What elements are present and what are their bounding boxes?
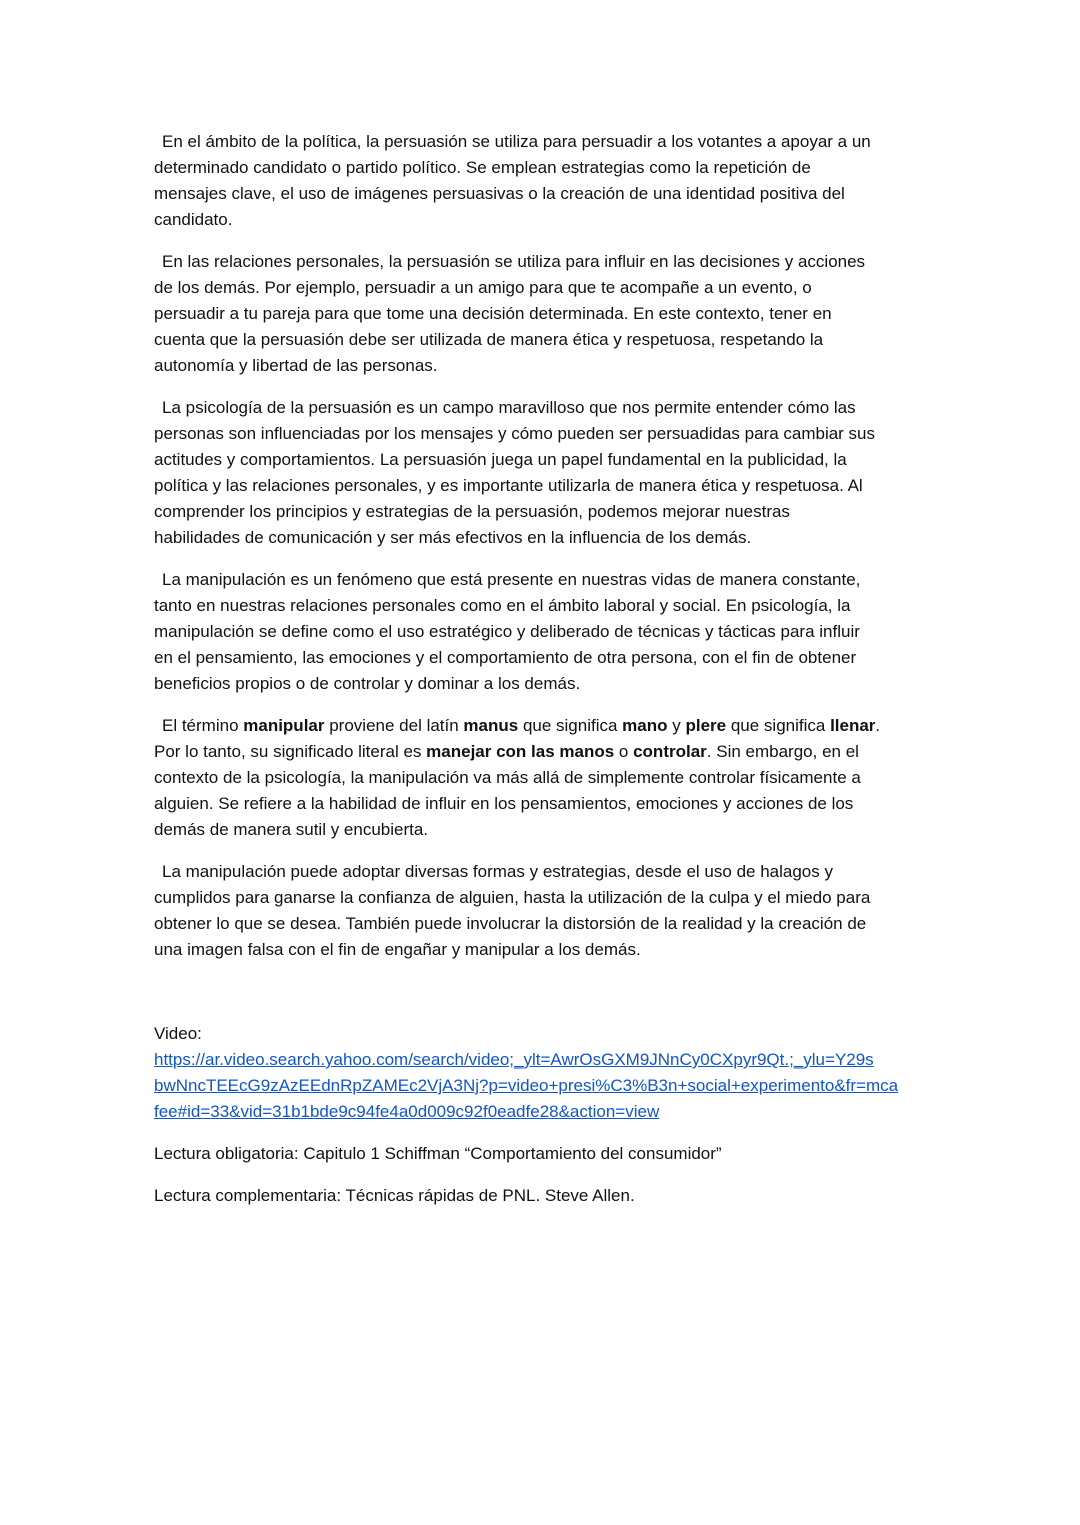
paragraph bbox=[154, 395, 934, 551]
text-line bbox=[154, 473, 934, 499]
text-line bbox=[154, 421, 934, 447]
text-run: en el pensamiento, las emociones y el comportamiento de otra persona, con el fin de obtener bbox=[154, 648, 857, 667]
text-run: La psicología de la persuasión es un campo maravilloso que nos permite entender cómo las bbox=[162, 398, 856, 417]
bold-term: manipular bbox=[243, 716, 325, 735]
text-line bbox=[154, 327, 934, 353]
text-line bbox=[154, 447, 934, 473]
text-run: obtener lo que se desea. También puede involucrar la distorsión de la realidad y la creación de bbox=[154, 914, 867, 933]
text-line bbox=[154, 937, 934, 963]
bold-term: llenar bbox=[830, 716, 876, 735]
document-body bbox=[154, 129, 934, 1225]
text-line bbox=[154, 911, 934, 937]
text-run: proviene del latín bbox=[324, 716, 464, 735]
text-run: actitudes y comportamientos. La persuasión juega un papel fundamental en la publicidad, la bbox=[154, 450, 847, 469]
text-run: política y las relaciones personales, y es importante utilizarla de manera ética y respetuosa. Al bbox=[154, 476, 863, 495]
text-run: Por lo tanto, su significado literal es bbox=[154, 742, 427, 761]
bold-term: manus bbox=[463, 716, 519, 735]
bold-term: controlar bbox=[633, 742, 707, 761]
text-run: La manipulación es un fenómeno que está presente en nuestras vidas de manera constante, bbox=[162, 570, 861, 589]
text-run: mensajes clave, el uso de imágenes persuasivas o la creación de una identidad positiva del bbox=[154, 184, 845, 203]
text-run: En las relaciones personales, la persuasión se utiliza para influir en las decisiones y acciones bbox=[162, 252, 866, 271]
text-line bbox=[154, 499, 934, 525]
text-line bbox=[154, 207, 934, 233]
text-line bbox=[154, 275, 934, 301]
text-line bbox=[154, 181, 934, 207]
video-link-line-2[interactable]: bwNncTEEcG9zAzEEdnRpZAMEc2VjA3Nj?p=video+presi%C3%B3n+social+experimento&fr=mca bbox=[154, 1076, 899, 1095]
text-run: comprender los principios y estrategias de la persuasión, podemos mejorar nuestras bbox=[154, 502, 790, 521]
paragraph bbox=[154, 567, 934, 697]
text-line bbox=[154, 671, 934, 697]
text-run: cumplidos para ganarse la confianza de alguien, hasta la utilización de la culpa y el miedo para bbox=[154, 888, 871, 907]
text-line bbox=[154, 619, 934, 645]
text-line bbox=[154, 567, 934, 593]
text-run: y bbox=[667, 716, 686, 735]
text-run: . bbox=[875, 716, 881, 735]
text-line bbox=[154, 155, 934, 181]
text-run: alguien. Se refiere a la habilidad de influir en los pensamientos, emociones y acciones de los bbox=[154, 794, 854, 813]
text-run: candidato. bbox=[154, 210, 233, 229]
text-line bbox=[154, 249, 934, 275]
text-run: persuadir a tu pareja para que tome una decisión determinada. En este contexto, tener en bbox=[154, 304, 832, 323]
text-run: autonomía y libertad de las personas. bbox=[154, 356, 438, 375]
text-run: que significa bbox=[518, 716, 623, 735]
text-line bbox=[154, 713, 934, 739]
text-run: beneficios propios o de controlar y dominar a los demás. bbox=[154, 674, 581, 693]
text-run: La manipulación puede adoptar diversas formas y estrategias, desde el uso de halagos y bbox=[162, 862, 833, 881]
text-line bbox=[154, 791, 934, 817]
text-run: contexto de la psicología, la manipulación va más allá de simplemente controlar físicamente a bbox=[154, 768, 861, 787]
text-line bbox=[154, 645, 934, 671]
text-line bbox=[154, 525, 934, 551]
text-line bbox=[154, 301, 934, 327]
text-line bbox=[154, 353, 934, 379]
paragraph bbox=[154, 713, 934, 843]
text-run: demás de manera sutil y encubierta. bbox=[154, 820, 429, 839]
text-line bbox=[154, 739, 934, 765]
text-line bbox=[154, 859, 934, 885]
text-run: cuenta que la persuasión debe ser utilizada de manera ética y respetuosa, respetando la bbox=[154, 330, 824, 349]
text-line bbox=[154, 817, 934, 843]
paragraph bbox=[154, 129, 934, 233]
video-label: Video: bbox=[154, 1024, 202, 1043]
text-run: de los demás. Por ejemplo, persuadir a un amigo para que te acompañe a un evento, o bbox=[154, 278, 812, 297]
text-line bbox=[154, 129, 934, 155]
complementary-reading: Lectura complementaria: Técnicas rápidas de PNL. Steve Allen. bbox=[154, 1186, 635, 1205]
video-link-line-1[interactable]: https://ar.video.search.yahoo.com/search/video;_ylt=AwrOsGXM9JNnCy0CXpyr9Qt.;_ylu=Y29s bbox=[154, 1050, 874, 1069]
text-run: personas son influenciadas por los mensajes y cómo pueden ser persuadidas para cambiar sus bbox=[154, 424, 876, 443]
text-line bbox=[154, 593, 934, 619]
text-run: El término bbox=[162, 716, 244, 735]
text-run: una imagen falsa con el fin de engañar y manipular a los demás. bbox=[154, 940, 641, 959]
video-section bbox=[154, 1021, 934, 1125]
text-run: . Sin embargo, en el bbox=[706, 742, 859, 761]
text-run: tanto en nuestras relaciones personales como en el ámbito laboral y social. En psicología, la bbox=[154, 596, 851, 615]
paragraph bbox=[154, 249, 934, 379]
text-run: En el ámbito de la política, la persuasión se utiliza para persuadir a los votantes a apoyar a un bbox=[162, 132, 871, 151]
paragraph bbox=[154, 859, 934, 963]
mandatory-reading: Lectura obligatoria: Capitulo 1 Schiffman “Comportamiento del consumidor” bbox=[154, 1144, 722, 1163]
paragraphs bbox=[154, 129, 934, 963]
bold-term: manejar con las manos bbox=[426, 742, 615, 761]
text-line bbox=[154, 395, 934, 421]
text-run: habilidades de comunicación y ser más efectivos en la influencia de los demás. bbox=[154, 528, 752, 547]
bold-term: plere bbox=[685, 716, 727, 735]
text-run: determinado candidato o partido político. Se emplean estrategias como la repetición de bbox=[154, 158, 811, 177]
text-line bbox=[154, 765, 934, 791]
text-run: o bbox=[614, 742, 634, 761]
text-run: manipulación se define como el uso estratégico y deliberado de técnicas y tácticas para influir bbox=[154, 622, 860, 641]
text-line bbox=[154, 885, 934, 911]
text-run: que significa bbox=[726, 716, 831, 735]
video-link-line-3[interactable]: fee#id=33&vid=31b1bde9c94fe4a0d009c92f0eadfe28&action=view bbox=[154, 1102, 660, 1121]
bold-term: mano bbox=[622, 716, 668, 735]
